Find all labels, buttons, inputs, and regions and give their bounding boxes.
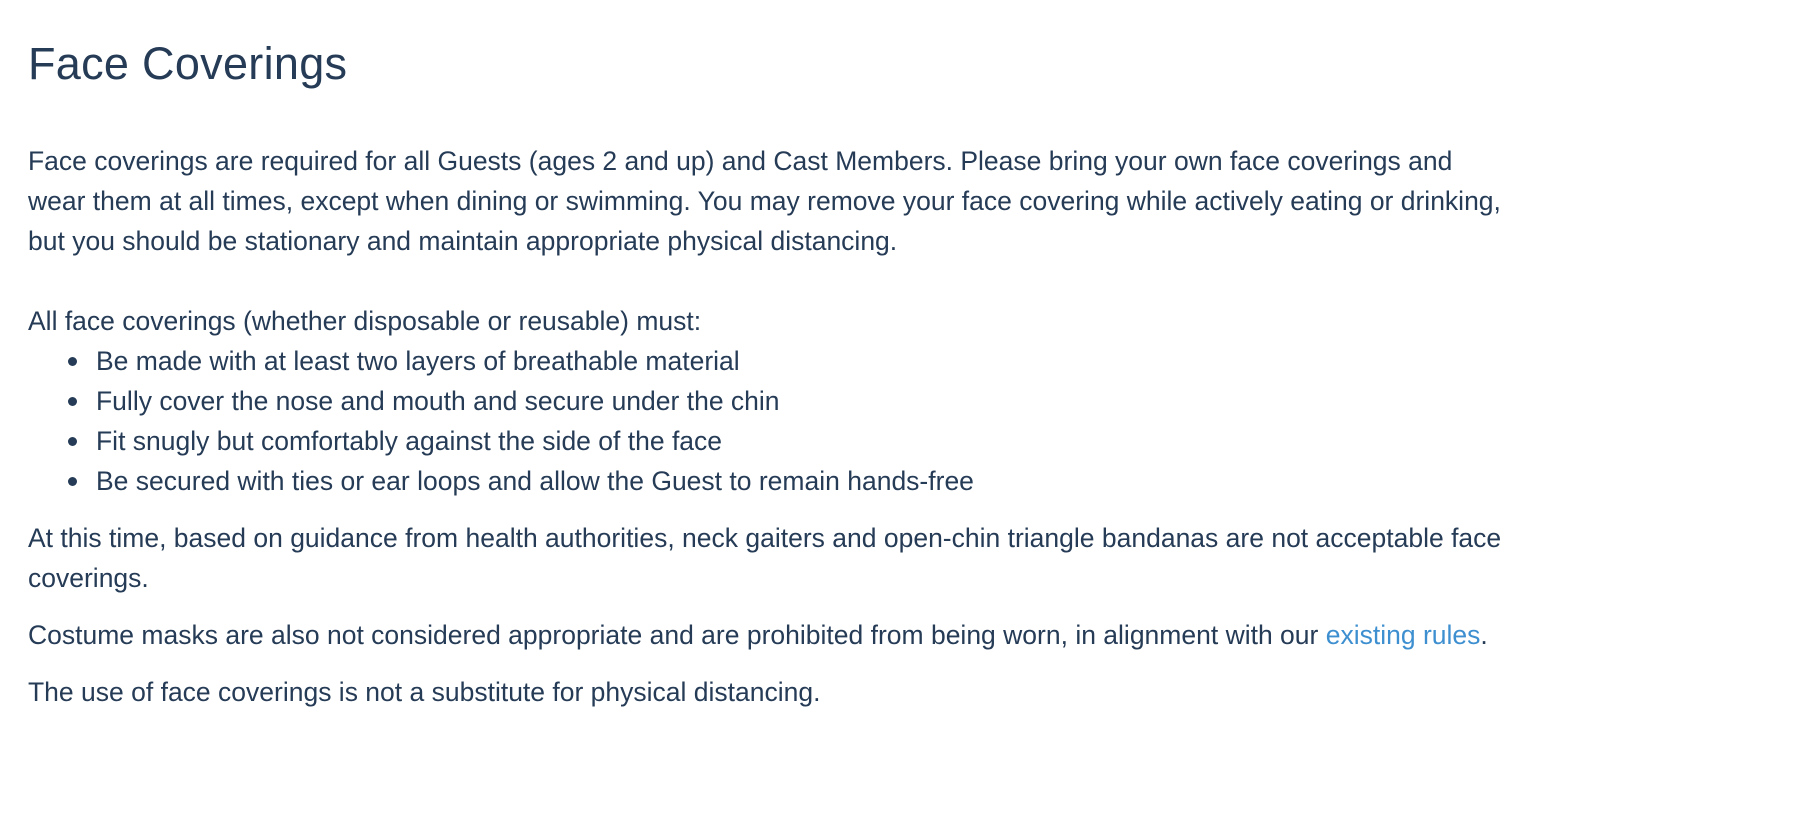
bullet-icon <box>68 437 77 446</box>
bullet-icon <box>68 397 77 406</box>
list-item-text: Be made with at least two layers of breathable material <box>96 346 740 376</box>
list-item-text: Be secured with ties or ear loops and allow the Guest to remain hands-free <box>96 466 974 496</box>
costume-end: . <box>1480 620 1488 650</box>
existing-rules-link[interactable]: existing rules <box>1325 620 1481 650</box>
article-content <box>28 0 1508 712</box>
bullet-icon <box>68 357 77 366</box>
requirements-lead: All face coverings (whether disposable or reusable) must: <box>28 306 702 336</box>
costume-paragraph <box>28 615 1508 655</box>
list-item-text: Fit snugly but comfortably against the side of the face <box>96 426 723 456</box>
list-item <box>68 421 1508 461</box>
costume-text: Costume masks are also not considered appropriate and are prohibited from being worn, in alignment with our <box>28 620 1326 650</box>
requirements-list <box>28 341 1508 501</box>
list-item <box>68 341 1508 381</box>
list-item-text: Fully cover the nose and mouth and secure under the chin <box>96 386 780 416</box>
bullet-icon <box>68 477 77 486</box>
intro-paragraph: Face coverings are required for all Guests (ages 2 and up) and Cast Members. Please bring your own face coverings and wear them at all times, except when dining or swimming. You may remove your face covering while actively eating or drinking, but you should be stationary and maintain appropriate physical distancing. <box>28 146 1501 256</box>
list-item <box>68 381 1508 421</box>
not-acceptable-paragraph: At this time, based on guidance from health authorities, neck gaiters and open-chin triangle bandanas are not acceptable face coverings. <box>28 523 1502 593</box>
distancing-paragraph: The use of face coverings is not a substitute for physical distancing. <box>28 677 821 707</box>
list-item <box>68 461 1508 501</box>
page-title: Face Coverings <box>28 38 348 89</box>
